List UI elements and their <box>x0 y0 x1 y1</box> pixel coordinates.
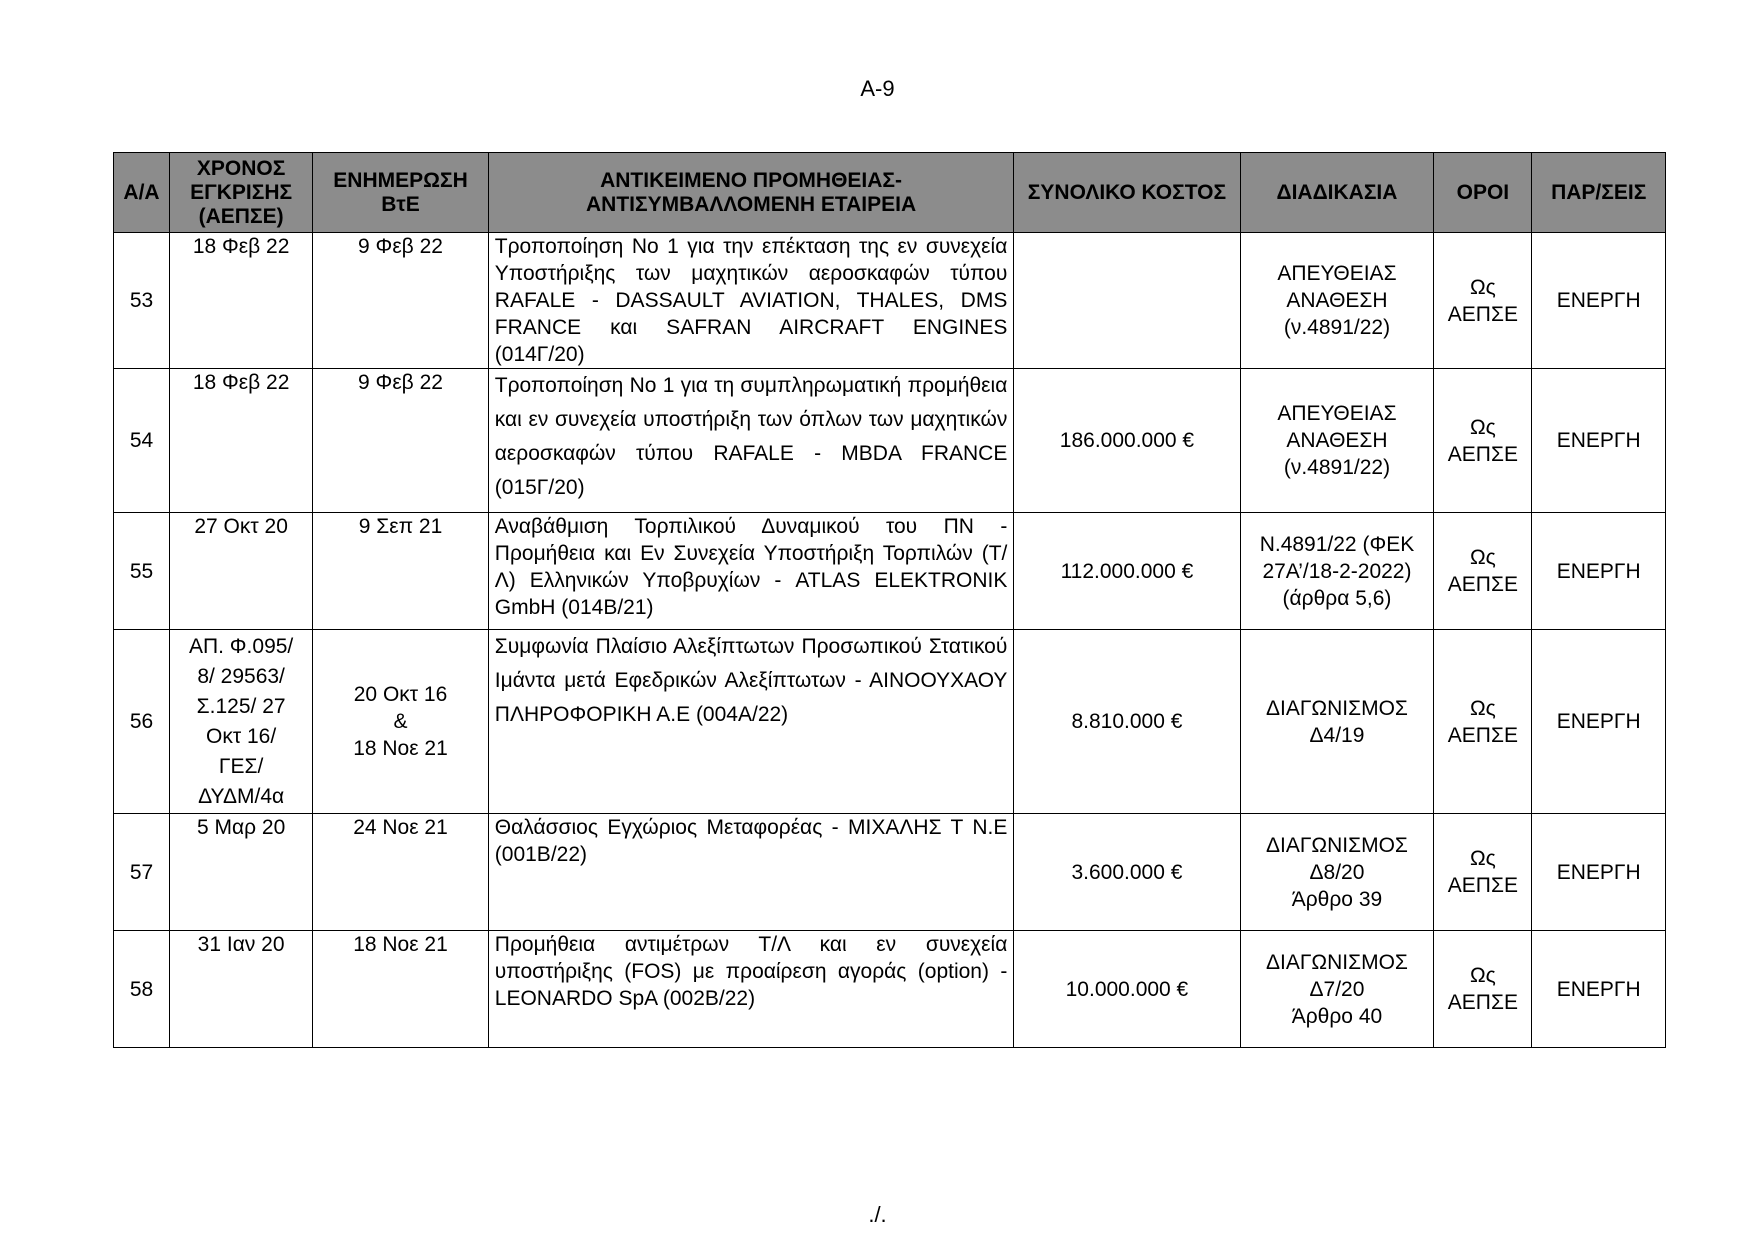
procedure-line: Δ7/20 <box>1309 977 1365 1001</box>
terms-line: ΑΕΠΣΕ <box>1447 573 1518 596</box>
table-row <box>114 931 1666 1048</box>
row-number: 55 <box>114 513 170 630</box>
subject-cell: Συμφωνία Πλαίσιο Αλεξίπτωτων Προσωπικού Στατικού Ιμάντα μετά Εφεδρικών Αλεξίπτωτων - ΑΙΝΟΟΥΧΑΟΥ ΠΛΗΡΟΦΟΡΙΚΗ Α.Ε (004Α/22) <box>488 630 1014 814</box>
terms-line: Ως <box>1469 847 1496 870</box>
procedure-cell <box>1240 369 1434 513</box>
terms-line: Ως <box>1469 546 1496 569</box>
header-row <box>114 153 1666 233</box>
procedure-line: (άρθρα 5,6) <box>1282 586 1392 610</box>
procedure-cell <box>1240 931 1434 1048</box>
approval-date-line: Οκτ 16/ <box>206 724 277 748</box>
subject-cell: Προμήθεια αντιμέτρων Τ/Λ και εν συνεχεία υποστήριξης (FOS) με προαίρεση αγοράς (option) - LEONARDO SpA (002Β/22) <box>488 931 1014 1048</box>
header-subject: ΑΝΤΙΚΕΙΜΕΝΟ ΠΡΟΜΗΘΕΙΑΣ- ΑΝΤΙΣΥΜΒΑΛΛΟΜΕΝΗ ΕΤΑΙΡΕΙΑ <box>488 153 1014 233</box>
procedure-line: ΑΠΕΥΘΕΙΑΣ <box>1277 402 1397 425</box>
subject-cell: Τροποποίηση Νο 1 για τη συμπληρωματική προμήθεια και εν συνεχεία υποστήριξη των όπλων των μαχητικών αεροσκαφών τύπου RAFALE - MBDA FRANCE (015Γ/20) <box>488 369 1014 513</box>
update-date: 9 Σεπ 21 <box>313 513 489 630</box>
row-number: 53 <box>114 233 170 369</box>
header-cost: ΣΥΝΟΛΙΚΟ ΚΟΣΤΟΣ <box>1014 153 1240 233</box>
approval-date: 27 Οκτ 20 <box>170 513 313 630</box>
table-row <box>114 233 1666 369</box>
approval-date: 31 Ιαν 20 <box>170 931 313 1048</box>
procedure-line: (ν.4891/22) <box>1283 456 1391 479</box>
procedure-line: ΔΙΑΓΩΝΙΣΜΟΣ <box>1265 833 1408 857</box>
procedure-line: ΑΠΕΥΘΕΙΑΣ <box>1277 262 1397 285</box>
subject-cell: Τροποποίηση Νο 1 για την επέκταση της εν συνεχεία Υποστήριξης των μαχητικών αεροσκαφών τύπου RAFALE - DASSAULT AVIATION, THALES, DMS FRANCE και SAFRAN AIRCRAFT ENGINES (014Γ/20) <box>488 233 1014 369</box>
update-date: 24 Νοε 21 <box>313 814 489 931</box>
procedure-cell <box>1240 630 1434 814</box>
update-date-line: & <box>393 710 408 733</box>
approval-date: 18 Φεβ 22 <box>170 369 313 513</box>
terms-line: Ως <box>1469 415 1496 439</box>
approval-date-line: ΔΥΔΜ/4α <box>198 784 285 808</box>
procedure-line: ΑΝΑΘΕΣΗ <box>1286 289 1388 312</box>
status-cell: ΕΝΕΡΓΗ <box>1532 513 1666 630</box>
cost-cell: 10.000.000 € <box>1014 931 1240 1048</box>
cost-cell: 3.600.000 € <box>1014 814 1240 931</box>
approval-date-line: ΓΕΣ/ <box>218 754 264 778</box>
table-row <box>114 513 1666 630</box>
row-number: 57 <box>114 814 170 931</box>
table-row <box>114 814 1666 931</box>
procedure-line: 27Α’/18-2-2022) <box>1262 559 1412 583</box>
update-date: 9 Φεβ 22 <box>313 369 489 513</box>
terms-cell <box>1434 814 1532 931</box>
header-aa: Α/Α <box>114 153 170 233</box>
cost-cell: 112.000.000 € <box>1014 513 1240 630</box>
procedure-line: ΑΝΑΘΕΣΗ <box>1286 429 1388 452</box>
terms-line: Ως <box>1469 275 1496 299</box>
terms-cell <box>1434 233 1532 369</box>
update-date: 9 Φεβ 22 <box>313 233 489 369</box>
terms-line: ΑΕΠΣΕ <box>1447 302 1518 326</box>
procedure-line: ΔΙΑΓΩΝΙΣΜΟΣ <box>1265 950 1408 974</box>
terms-cell <box>1434 513 1532 630</box>
row-number: 54 <box>114 369 170 513</box>
procedure-cell <box>1240 233 1434 369</box>
header-notes: ΠΑΡ/ΣΕΙΣ <box>1532 153 1666 233</box>
header-update: ΕΝΗΜΕΡΩΣΗ ΒτΕ <box>313 153 489 233</box>
cost-cell <box>1014 233 1240 369</box>
cost-cell: 8.810.000 € <box>1014 630 1240 814</box>
row-number: 56 <box>114 630 170 814</box>
procurement-table <box>113 152 1666 1048</box>
procedure-line: Άρθρο 40 <box>1291 1004 1383 1028</box>
procedure-line: (ν.4891/22) <box>1283 316 1391 339</box>
update-date <box>313 630 489 814</box>
header-year: ΧΡΟΝΟΣ ΕΓΚΡΙΣΗΣ (ΑΕΠΣΕ) <box>170 153 313 233</box>
subject-cell: Αναβάθμιση Τορπιλικού Δυναμικού του ΠΝ - Προμήθεια και Εν Συνεχεία Υποστήριξη Τορπιλών (Τ/Λ) Ελληνικών Υποβρυχίων - ATLAS ELEKTRONIK GmbH (014Β/21) <box>488 513 1014 630</box>
update-date: 18 Νοε 21 <box>313 931 489 1048</box>
procedure-line: Δ8/20 <box>1309 860 1365 884</box>
table-row <box>114 369 1666 513</box>
procedure-cell <box>1240 513 1434 630</box>
header-terms: ΟΡΟΙ <box>1434 153 1532 233</box>
terms-line: Ως <box>1469 964 1496 987</box>
procedure-cell <box>1240 814 1434 931</box>
status-cell: ΕΝΕΡΓΗ <box>1532 814 1666 931</box>
procedure-line: Ν.4891/22 (ΦΕΚ <box>1259 532 1415 556</box>
row-number: 58 <box>114 931 170 1048</box>
status-cell: ΕΝΕΡΓΗ <box>1532 931 1666 1048</box>
terms-line: ΑΕΠΣΕ <box>1447 723 1518 747</box>
page-number: Α-9 <box>860 76 895 101</box>
terms-cell <box>1434 630 1532 814</box>
update-date-line: 20 Οκτ 16 <box>353 683 448 706</box>
update-date-line: 18 Νοε 21 <box>353 737 448 760</box>
approval-date-line: Σ.125/ 27 <box>196 694 286 718</box>
terms-line: ΑΕΠΣΕ <box>1447 991 1518 1014</box>
terms-cell <box>1434 369 1532 513</box>
status-cell: ΕΝΕΡΓΗ <box>1532 233 1666 369</box>
terms-cell <box>1434 931 1532 1048</box>
status-cell: ΕΝΕΡΓΗ <box>1532 369 1666 513</box>
terms-line: ΑΕΠΣΕ <box>1447 442 1518 466</box>
subject-cell: Θαλάσσιος Εγχώριος Μεταφορέας - ΜΙΧΑΛΗΣ Τ Ν.Ε (001Β/22) <box>488 814 1014 931</box>
table-row <box>114 630 1666 814</box>
terms-line: Ως <box>1469 696 1496 720</box>
terms-line: ΑΕΠΣΕ <box>1447 874 1518 897</box>
approval-date <box>170 630 313 814</box>
approval-date: 5 Μαρ 20 <box>170 814 313 931</box>
page-footer: ./. <box>868 1202 887 1227</box>
approval-date-line: 8/ 29563/ <box>197 664 285 688</box>
header-procedure: ΔΙΑΔΙΚΑΣΙΑ <box>1240 153 1434 233</box>
procedure-line: ΔΙΑΓΩΝΙΣΜΟΣ <box>1265 696 1408 720</box>
status-cell: ΕΝΕΡΓΗ <box>1532 630 1666 814</box>
procedure-line: Άρθρο 39 <box>1291 887 1383 911</box>
procedure-line: Δ4/19 <box>1309 723 1365 747</box>
approval-date-line: ΑΠ. Φ.095/ <box>188 634 294 658</box>
approval-date: 18 Φεβ 22 <box>170 233 313 369</box>
cost-cell: 186.000.000 € <box>1014 369 1240 513</box>
